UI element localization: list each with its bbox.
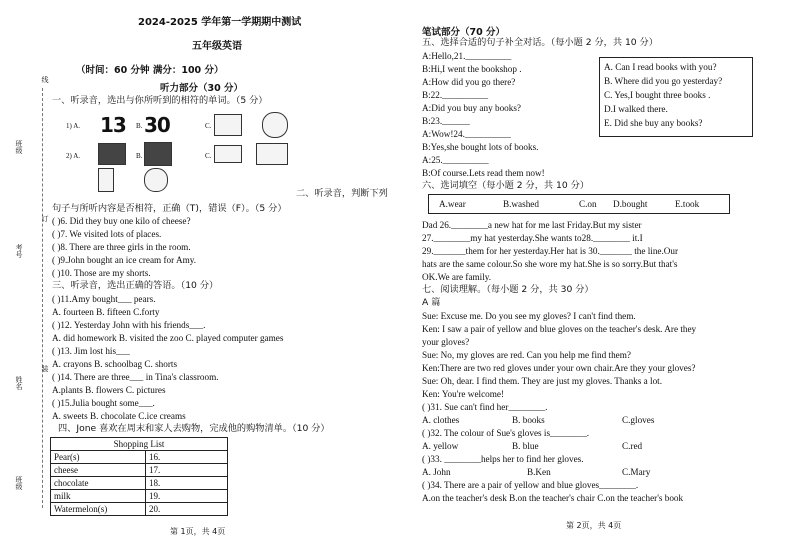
question-stem: ( )31. Sue can't find her________. — [422, 402, 548, 412]
number-30-image: 30 — [144, 113, 170, 137]
table-row — [51, 490, 228, 503]
mc-line: A. fourteen B. fifteen C.forty — [52, 307, 160, 317]
word-bank-item: C.on — [579, 199, 597, 209]
margin-label-line: 线 — [41, 76, 49, 83]
item-cell: Watermelon(s) — [51, 503, 146, 516]
shopping-list-title: Shopping List — [51, 438, 228, 451]
word-bank-item: E.took — [675, 199, 700, 209]
shoes-image — [214, 145, 242, 163]
question-stem: ( )32. The colour of Sue's gloves is________. — [422, 428, 590, 438]
exam-subject: 五年级英语 — [192, 41, 242, 52]
margin-field-exam-no: 考号 — [15, 244, 23, 258]
section-1-heading: 一、听录音，选出与你所听到的相符的单词。（5 分） — [52, 95, 268, 106]
margin-label-ding: 订 — [41, 215, 49, 222]
passage-line: Sue: Oh, dear. I find them. They are just my gloves. Thanks a lot. — [422, 376, 663, 386]
mc-line: ( )11.Amy bought___ pears. — [52, 294, 156, 304]
dialog-line: B:22.__________ — [422, 90, 489, 100]
passage-line: Sue: No, my gloves are red. Can you help me find them? — [422, 350, 631, 360]
section-3-heading: 三、听录音，选出正确的答语。（10 分） — [52, 280, 219, 291]
question-stem: ( )33. ________helps her to find her gloves. — [422, 454, 584, 464]
shopping-list-table — [50, 437, 228, 516]
option-item: E. Did she buy any books? — [604, 118, 703, 128]
dialog-line: A:Did you buy any books? — [422, 103, 522, 113]
section-4-heading: 四、Jone 喜欢在周末和家人去购物，完成他的购物清单。（10 分） — [58, 423, 330, 434]
option-item: D.I walked there. — [604, 104, 668, 114]
section-5-heading: 五、选择合适的句子补全对话。（每小题 2 分，共 10 分） — [422, 37, 658, 48]
answer-option: A. yellow — [422, 441, 459, 451]
margin-label-zhuang: 装 — [41, 365, 49, 372]
answer-option: B. books — [512, 415, 545, 425]
table-row — [51, 503, 228, 516]
item-cell: chocolate — [51, 477, 146, 490]
dialog-line: B:23.______ — [422, 116, 470, 126]
clock-tower-image — [98, 168, 114, 192]
section-2-heading-b: 句子与所听内容是否相符，正确（T)，错误（F）。（5 分） — [52, 203, 287, 214]
mc-line: A. did homework B. visited the zoo C. played computer games — [52, 333, 284, 343]
cloze-line: OK.We are family. — [422, 272, 492, 282]
option-item: A. Can I read books with you? — [604, 62, 717, 72]
option-item: B. Where did you go yesterday? — [604, 76, 723, 86]
tf-item: ( )10. Those are my shorts. — [52, 268, 151, 278]
exam-title: 2024-2025 学年第一学期期中测试 — [138, 17, 302, 28]
item-cell: Pear(s) — [51, 451, 146, 464]
cloze-line: Dad 26.________a new hat for me last Friday.But my sister — [422, 220, 642, 230]
shorts-image — [144, 142, 172, 166]
word-bank-item: D.bought — [613, 199, 648, 209]
answer-option: C.red — [622, 441, 643, 451]
computer-image — [214, 114, 242, 136]
table-row — [51, 464, 228, 477]
dialog-line: B:Yes,she bought lots of books. — [422, 142, 539, 152]
margin-field-class-2: 班级 — [15, 476, 23, 490]
listening-header: 听力部分（30 分） — [160, 83, 244, 94]
binding-line — [42, 88, 43, 508]
food-image — [256, 143, 288, 165]
tf-item: ( )6. Did they buy one kilo of cheese? — [52, 216, 191, 226]
number-13-image: 13 — [100, 113, 126, 137]
table-row — [51, 477, 228, 490]
page-footer-2: 第 2页，共 4页 — [566, 521, 622, 530]
answer-cell[interactable]: 20. — [146, 503, 228, 516]
answer-option: A. John — [422, 467, 451, 477]
dialog-line: B:Of course.Lets read them now! — [422, 168, 545, 178]
pic-label: 1) A. — [66, 122, 80, 130]
mc-line: ( )12. Yesterday John with his friends___. — [52, 320, 206, 330]
mc-line: ( )14. There are three___ in Tina's classroom. — [52, 372, 219, 382]
ferris-wheel-image — [144, 168, 168, 192]
word-bank-item: A.wear — [439, 199, 466, 209]
dialog-line: A:Wow!24.__________ — [422, 129, 511, 139]
passage-label: A 篇 — [422, 297, 441, 308]
passage-line: your gloves? — [422, 337, 470, 347]
word-bank-box — [428, 194, 730, 214]
mc-line: ( )13. Jim lost his___ — [52, 346, 130, 356]
answer-cell[interactable]: 17. — [146, 464, 228, 477]
skirt-image — [98, 143, 126, 165]
mc-line: A. sweets B. chocolate C.ice creams — [52, 411, 186, 421]
passage-line: Ken:There are two red gloves under your own chair.Are they your gloves? — [422, 363, 696, 373]
word-bank-item: B.washed — [503, 199, 539, 209]
written-header: 笔试部分（70 分） — [422, 27, 506, 38]
passage-line: Ken: You're welcome! — [422, 389, 505, 399]
time-score: （时间：60 分钟 满分：100 分） — [76, 65, 224, 76]
dialog-line: A:How did you go there? — [422, 77, 516, 87]
question-stem: ( )34. There are a pair of yellow and blue gloves________. — [422, 480, 639, 490]
answer-option: A. clothes — [422, 415, 460, 425]
tf-item: ( )7. We visited lots of places. — [52, 229, 162, 239]
pic-label: C. — [205, 122, 212, 130]
pic-label: B. — [136, 122, 143, 130]
mc-line: ( )15.Julia bought some___. — [52, 398, 155, 408]
mc-line: A. crayons B. schoolbag C. shorts — [52, 359, 178, 369]
section-2-heading-a: 二、听录音，判断下列 — [296, 188, 388, 199]
mc-line: A.plants B. flowers C. pictures — [52, 385, 166, 395]
tf-item: ( )8. There are three girls in the room. — [52, 242, 191, 252]
dialog-line: A:25.__________ — [422, 155, 489, 165]
cloze-line: 27.________my hat yesterday.She wants to28.________ it.I — [422, 233, 643, 243]
pic-label: 2) A. — [66, 152, 80, 160]
cloze-line: hats are the same colour.So she wore my hat.She is so sorry.But that's — [422, 259, 678, 269]
answer-cell[interactable]: 18. — [146, 477, 228, 490]
dialog-line: A:Hello,21.__________ — [422, 51, 512, 61]
girl-image — [262, 112, 288, 138]
pic-label: C. — [205, 152, 212, 160]
cloze-line: 29._______them for her yesterday.Her hat is 30._______ the line.Our — [422, 246, 679, 256]
answer-option: C.gloves — [622, 415, 655, 425]
item-cell: milk — [51, 490, 146, 503]
option-item: C. Yes,I bought three books . — [604, 90, 711, 100]
table-row — [51, 451, 228, 464]
options-box — [599, 57, 753, 137]
answer-option: C.Mary — [622, 467, 651, 477]
margin-field-name: 姓名 — [15, 376, 23, 390]
answer-cell[interactable]: 16. — [146, 451, 228, 464]
answer-cell[interactable]: 19. — [146, 490, 228, 503]
margin-field-class: 班级 — [15, 140, 23, 154]
item-cell: cheese — [51, 464, 146, 477]
page-footer-1: 第 1页，共 4页 — [170, 527, 226, 536]
answer-option: B. blue — [512, 441, 539, 451]
passage-line: Ken: I saw a pair of yellow and blue gloves on the teacher's desk. Are they — [422, 324, 697, 334]
tf-item: ( )9.John bought an ice cream for Amy. — [52, 255, 197, 265]
section-7-heading: 七、阅读理解。（每小题 2 分，共 30 分） — [422, 284, 594, 295]
answer-option: A.on the teacher's desk B.on the teacher's chair C.on the teacher's book — [422, 493, 684, 503]
section-6-heading: 六、选词填空（每小题 2 分，共 10 分） — [422, 180, 590, 191]
pic-label: B. — [136, 152, 143, 160]
dialog-line: B:Hi,I went the bookshop . — [422, 64, 522, 74]
answer-option: B.Ken — [527, 467, 551, 477]
passage-line: Sue: Excuse me. Do you see my gloves? I can't find them. — [422, 311, 636, 321]
